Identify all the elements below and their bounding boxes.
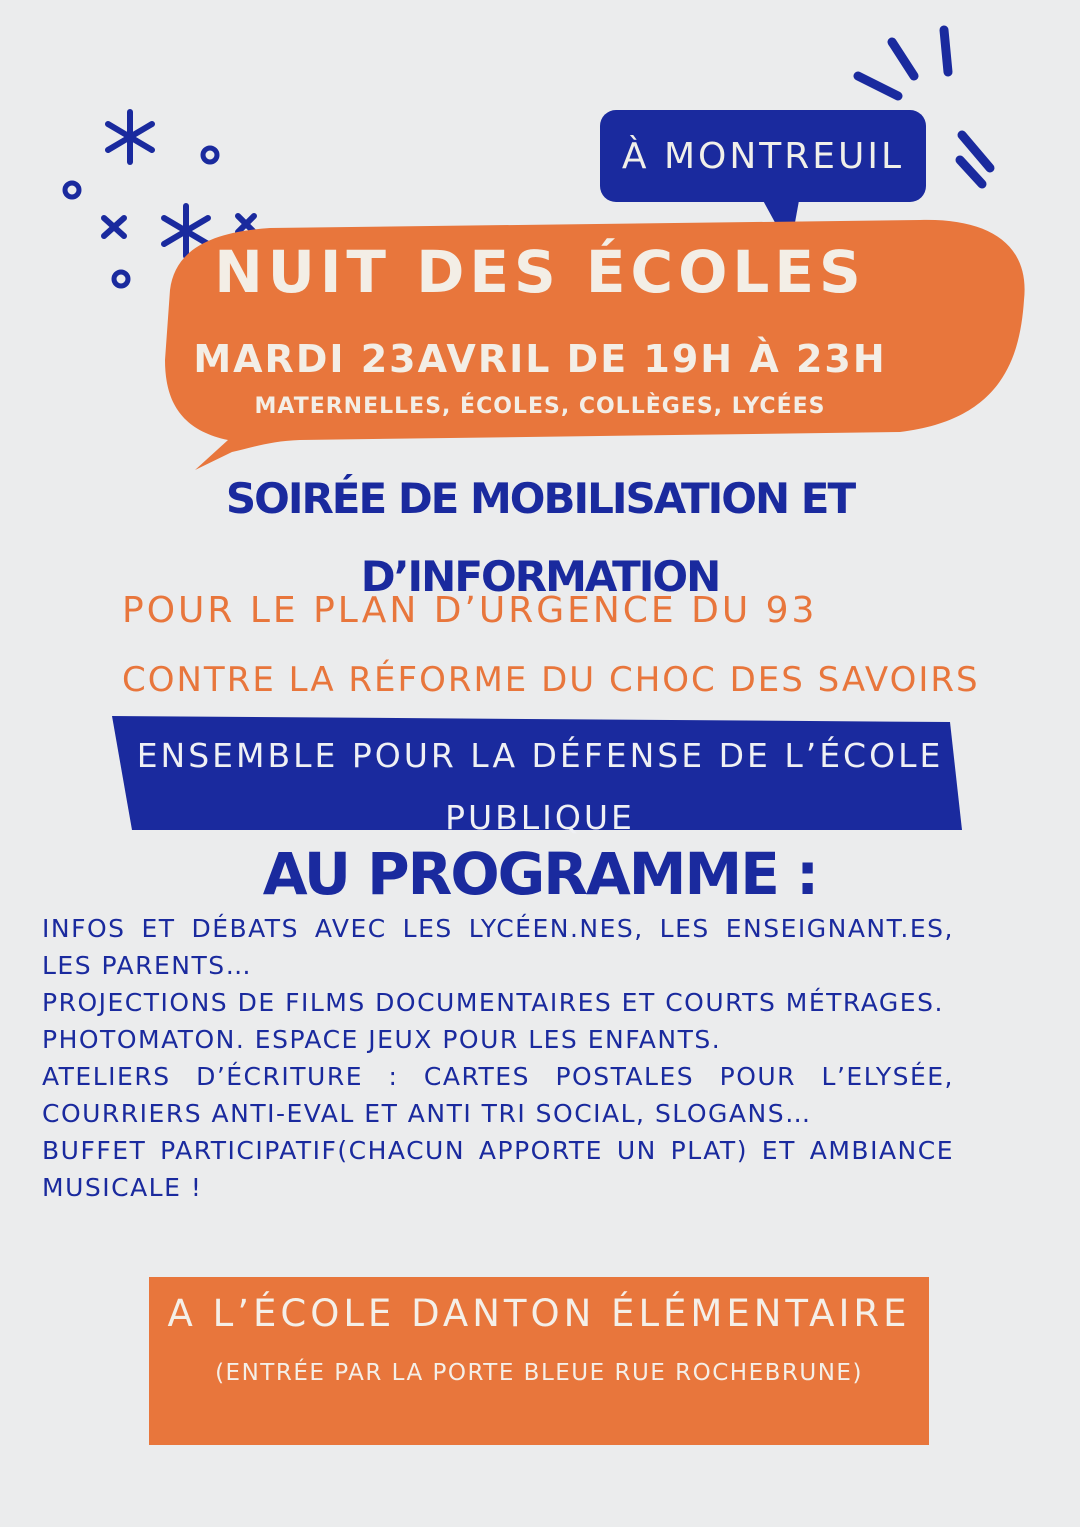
program-item: ATELIERS D’ÉCRITURE : CARTES POSTALES POUR L’ELYSÉE, COURRIERS ANTI-EVAL ET ANTI TRI SOCIAL, SLOGANS… (42, 1062, 954, 1128)
cause-reform-opposition: CONTRE LA RÉFORME DU CHOC DES SAVOIRS (122, 660, 980, 700)
defense-line-1: ENSEMBLE POUR LA DÉFENSE DE L’ÉCOLE (136, 736, 944, 775)
program-item: PHOTOMATON. ESPACE JEUX POUR LES ENFANTS. (42, 1025, 722, 1054)
cause-emergency-plan: POUR LE PLAN D’URGENCE DU 93 (122, 590, 818, 631)
event-title: NUIT DES ÉCOLES (214, 238, 866, 306)
program-title: AU PROGRAMME : (262, 840, 818, 908)
program-item: INFOS ET DÉBATS AVEC LES LYCÉEN.NES, LES ENSEIGNANT.ES, LES PARENTS… (42, 914, 954, 980)
venue-name: A L’ÉCOLE DANTON ÉLÉMENTAIRE (167, 1292, 911, 1335)
event-audience: MATERNELLES, ÉCOLES, COLLÈGES, LYCÉES (254, 394, 826, 419)
headline-line-1: SOIRÉE DE MOBILISATION ET (225, 474, 855, 523)
defense-slogan (120, 725, 960, 849)
program-item: BUFFET PARTICIPATIF(CHACUN APPORTE UN PLAT) ET AMBIANCE MUSICALE ! (42, 1136, 954, 1202)
event-date: MARDI 23AVRIL DE 19H À 23H (193, 337, 887, 381)
headline-line-2: D’INFORMATION (360, 552, 720, 601)
venue-access: (ENTRÉE PAR LA PORTE BLEUE RUE ROCHEBRUNE) (215, 1360, 863, 1386)
defense-line-2: PUBLIQUE (445, 798, 635, 837)
location-label: À MONTREUIL (621, 135, 905, 177)
program-item: PROJECTIONS DE FILMS DOCUMENTAIRES ET COURTS MÉTRAGES. (42, 988, 944, 1017)
program-list (42, 910, 954, 1206)
